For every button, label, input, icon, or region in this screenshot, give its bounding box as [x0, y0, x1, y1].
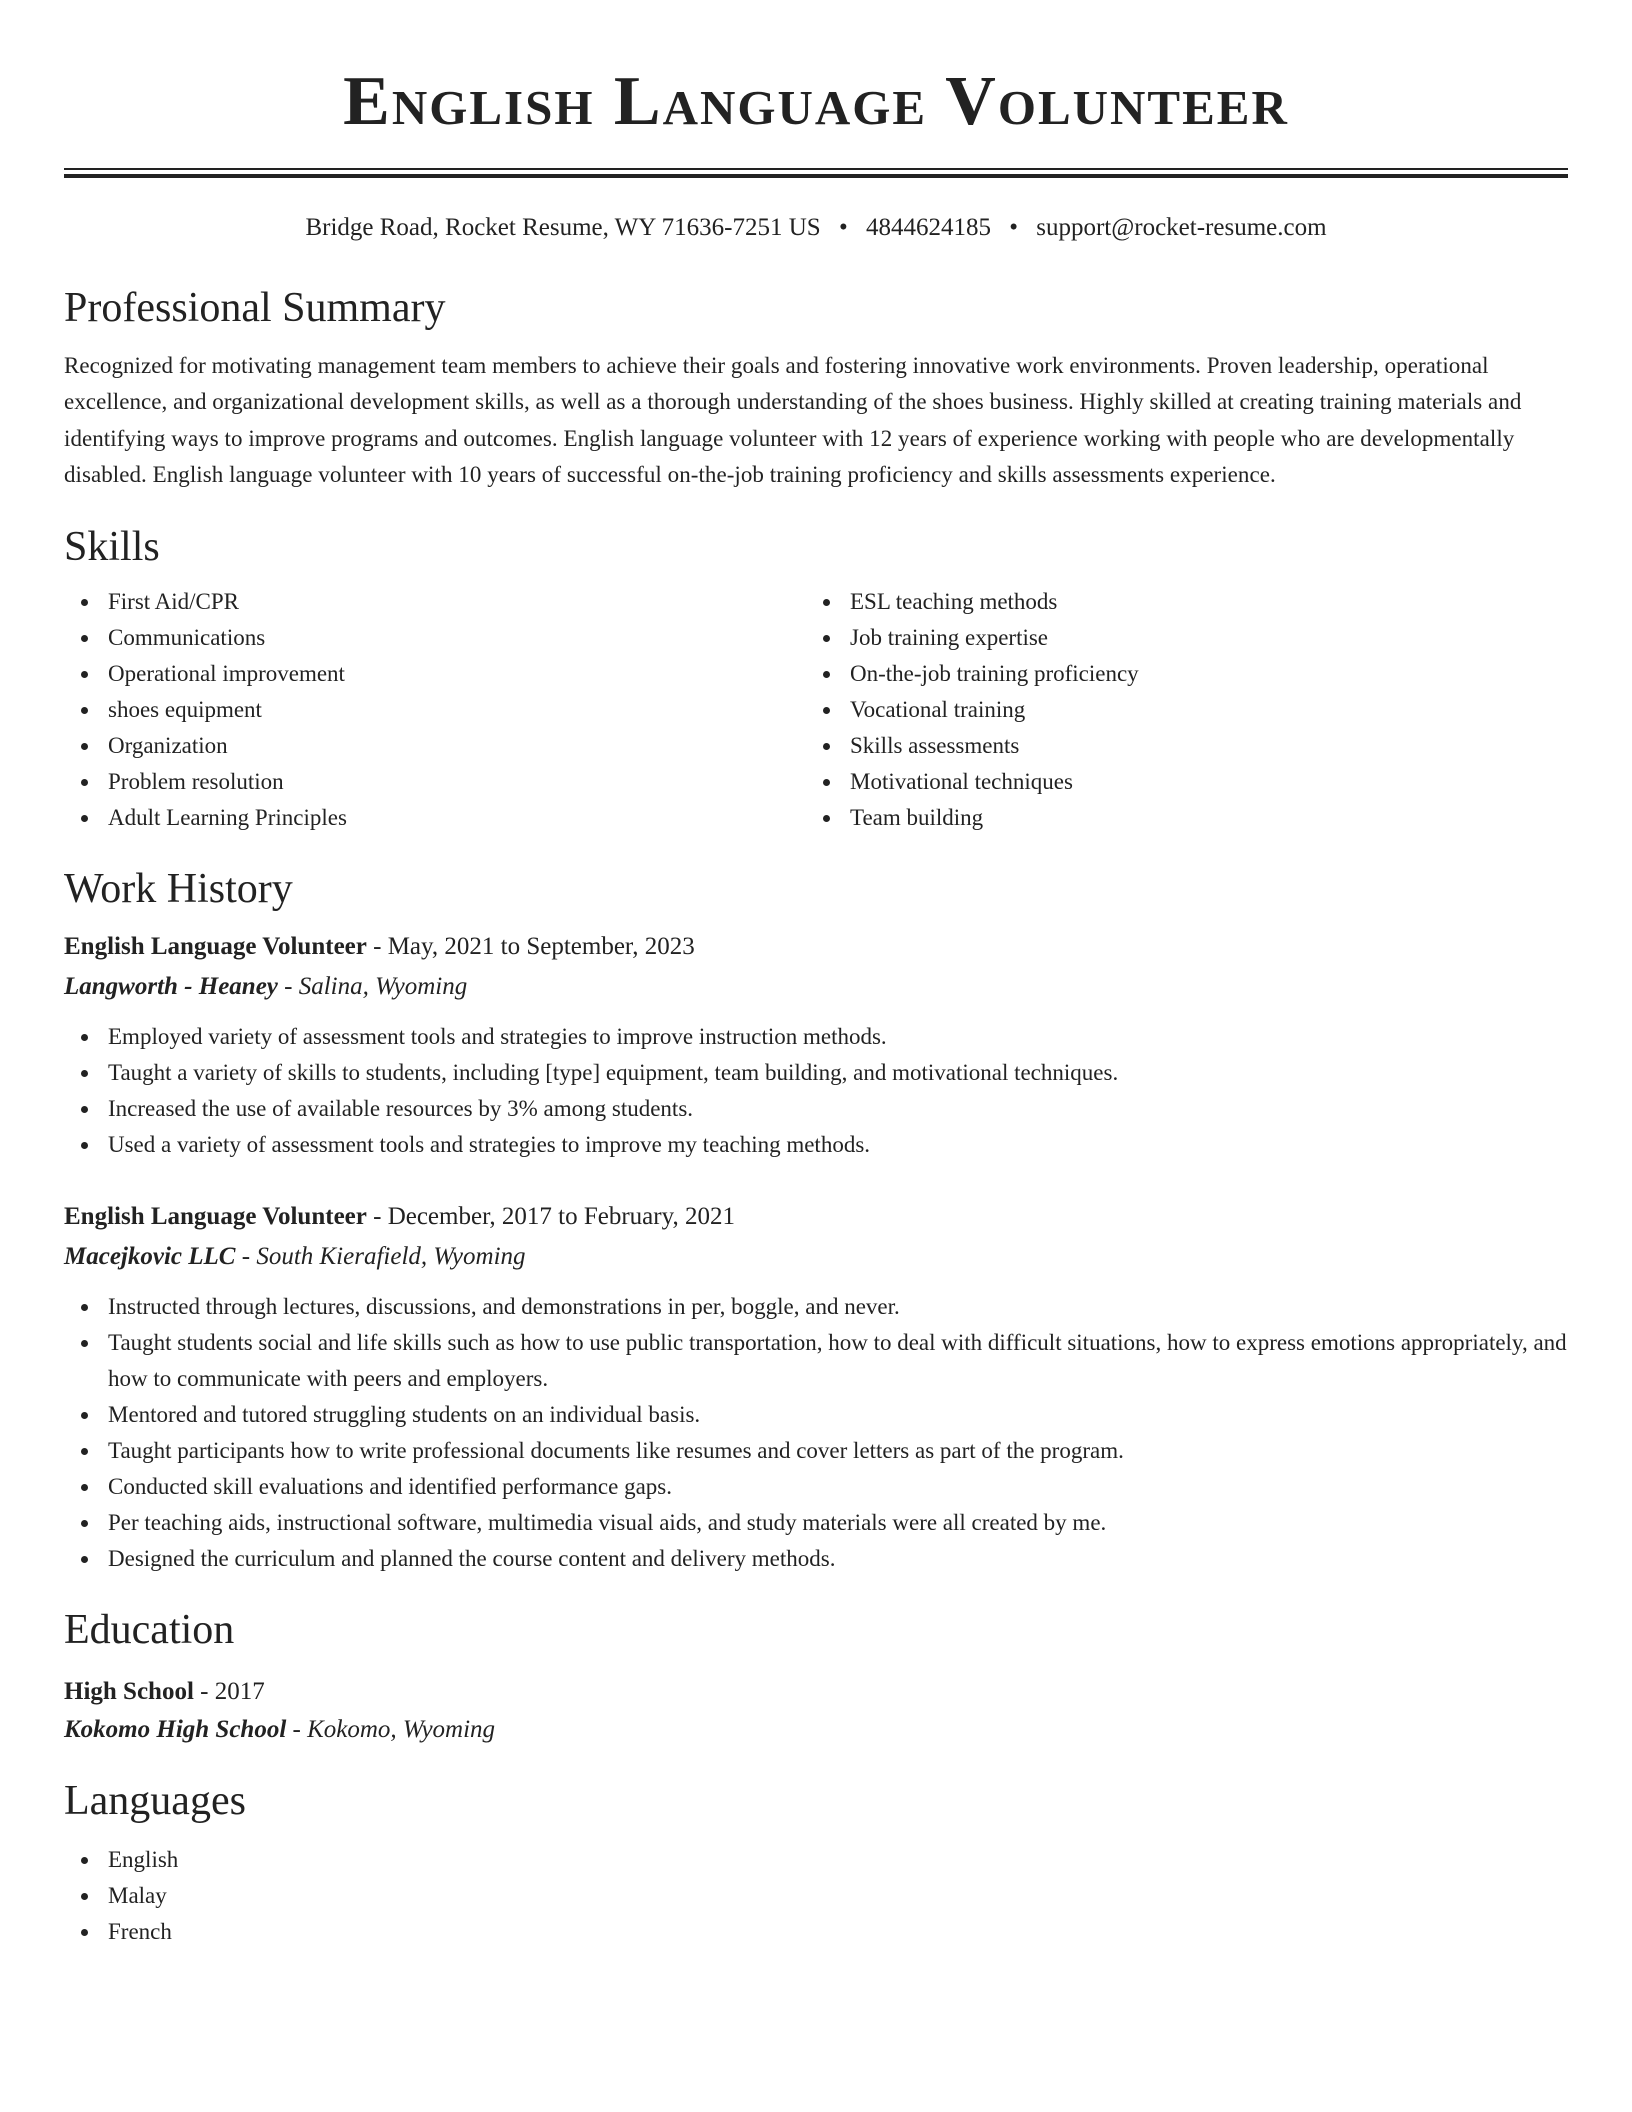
- job-bullet: Mentored and tutored struggling students on an individual basis.: [64, 1397, 1568, 1433]
- work-history-heading: Work History: [64, 865, 293, 912]
- skill-item: Operational improvement: [64, 656, 806, 692]
- job-bullet: Increased the use of available resources by 3% among students.: [64, 1091, 1568, 1127]
- education-year: 2017: [214, 1677, 265, 1705]
- company-location: South Kierafield, Wyoming: [256, 1242, 526, 1270]
- education-school-line: [64, 1712, 1568, 1748]
- job-bullet: Designed the curriculum and planned the course content and delivery methods.: [64, 1541, 1568, 1577]
- education-degree: High School: [64, 1677, 194, 1705]
- job-bullet: Taught participants how to write professional documents like resumes and cover letters as part of the program.: [64, 1433, 1568, 1469]
- skill-item: Communications: [64, 620, 806, 656]
- skill-item: Skills assessments: [806, 728, 1548, 764]
- skills-columns: [64, 584, 1568, 836]
- summary-text: Recognized for motivating management team members to achieve their goals and fostering innovative work environments. Proven leadership, operational excellence, and organizational development skills, as well as a thorough understanding of the shoes business. Highly skilled at creating training materials and identifying ways to improve programs and outcomes. English language volunteer with 12 years of experience working with people who are developmentally disabled. English language volunteer with 10 years of successful on-the-job training proficiency and skills assessments experience.: [64, 353, 1522, 488]
- company-name: Langworth - Heaney: [64, 972, 278, 1000]
- language-item: French: [64, 1914, 1568, 1950]
- language-item: English: [64, 1842, 1568, 1878]
- job-title: English Language Volunteer: [64, 1202, 367, 1230]
- school-name: Kokomo High School: [64, 1715, 287, 1743]
- education-degree-line: [64, 1674, 1568, 1710]
- job-bullet: Employed variety of assessment tools and strategies to improve instruction methods.: [64, 1019, 1568, 1055]
- job-bullet: Conducted skill evaluations and identified performance gaps.: [64, 1469, 1568, 1505]
- dash-separator: -: [366, 932, 388, 960]
- dash-separator: -: [193, 1677, 215, 1705]
- skill-item: Adult Learning Principles: [64, 800, 806, 836]
- contact-email[interactable]: support@rocket-resume.com: [1036, 214, 1327, 241]
- skill-item: shoes equipment: [64, 692, 806, 728]
- skills-heading: Skills: [64, 523, 160, 570]
- candidate-name: English Language Volunteer: [343, 63, 1289, 140]
- skills-list-right: [806, 584, 1548, 836]
- contact-separator: •: [1009, 214, 1018, 241]
- company-line: [64, 969, 1568, 1005]
- skill-item: Vocational training: [806, 692, 1548, 728]
- skill-item: First Aid/CPR: [64, 584, 806, 620]
- dash-separator: -: [235, 1242, 257, 1270]
- skill-item: Problem resolution: [64, 764, 806, 800]
- company-name: Macejkovic LLC: [64, 1242, 236, 1270]
- languages-heading: Languages: [64, 1777, 246, 1824]
- resume-page: [64, 0, 1568, 1950]
- languages-list: [64, 1842, 1568, 1950]
- dash-separator: -: [286, 1715, 308, 1743]
- skill-item: ESL teaching methods: [806, 584, 1548, 620]
- company-location: Salina, Wyoming: [298, 972, 468, 1000]
- skill-item: Job training expertise: [806, 620, 1548, 656]
- dash-separator: -: [366, 1202, 388, 1230]
- contact-line: [64, 213, 1568, 243]
- school-location: Kokomo, Wyoming: [307, 1715, 496, 1743]
- summary-heading: Professional Summary: [64, 285, 446, 331]
- job-bullet: Instructed through lectures, discussions, and demonstrations in per, boggle, and never.: [64, 1289, 1568, 1325]
- dash-separator: -: [277, 972, 299, 1000]
- job-bullets: [64, 1019, 1568, 1163]
- education-heading: Education: [64, 1606, 235, 1653]
- skill-item: Organization: [64, 728, 806, 764]
- skill-item: On-the-job training proficiency: [806, 656, 1548, 692]
- job-dates: May, 2021 to September, 2023: [387, 932, 695, 960]
- job-bullet: Taught students social and life skills such as how to use public transportation, how to deal with difficult situations, how to express emotions appropriately, and how to communicate with peers and employers.: [64, 1325, 1568, 1397]
- language-item: Malay: [64, 1878, 1568, 1914]
- contact-phone: 4844624185: [865, 214, 991, 241]
- job-bullet: Used a variety of assessment tools and strategies to improve my teaching methods.: [64, 1127, 1568, 1163]
- job-title-line: [64, 1199, 1568, 1235]
- contact-separator: •: [838, 214, 848, 241]
- job-bullet: Per teaching aids, instructional software, multimedia visual aids, and study materials were all created by me.: [64, 1505, 1568, 1541]
- job-bullet: Taught a variety of skills to students, including [type] equipment, team building, and motivational techniques.: [64, 1055, 1568, 1091]
- contact-address: Bridge Road, Rocket Resume, WY 71636-7251 US: [305, 214, 821, 241]
- job-bullets: [64, 1289, 1568, 1577]
- job-title-line: [64, 929, 1568, 965]
- company-line: [64, 1239, 1568, 1275]
- skills-list-left: [64, 584, 806, 836]
- skill-item: Team building: [806, 800, 1548, 836]
- header-double-rule: [64, 168, 1568, 179]
- job-title: English Language Volunteer: [64, 932, 367, 960]
- skill-item: Motivational techniques: [806, 764, 1548, 800]
- job-dates: December, 2017 to February, 2021: [387, 1202, 735, 1230]
